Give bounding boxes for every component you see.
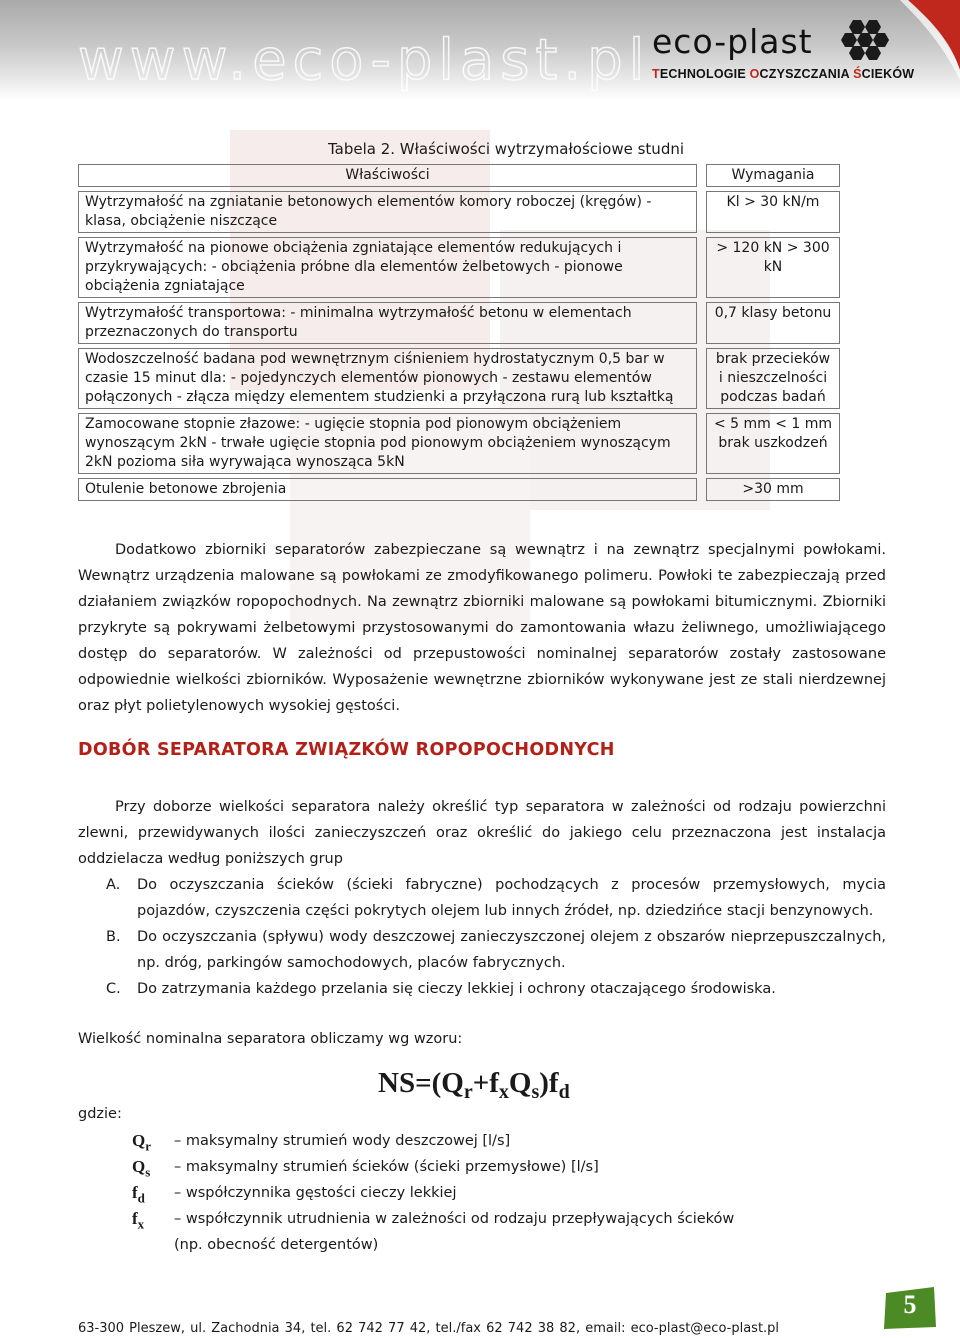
tagline: TECHNOLOGIE OCZYSZCZANIA ŚCIEKÓW (652, 67, 915, 81)
strength-properties-table (78, 160, 840, 505)
requirement-cell: >30 mm (706, 478, 840, 501)
brand-name: eco-plast (652, 22, 813, 61)
list-item: C. Do zatrzymania każdego przelania się cieczy lekkiej i ochrony otaczającego środowiska. (106, 981, 776, 997)
table-row (78, 348, 840, 409)
paragraph-coatings: Dodatkowo zbiorniki separatorów zabezpieczane są wewnątrz i na zewnątrz specjalnymi powłokami. Wewnątrz urządzenia malowane są powłokami ze zmodyfikowanego polimeru. Powłoki te zabezpieczają przed działaniem związków ropopochodnych. Na zewnątrz zbiorniki malowane są powłokami bitumicznymi. Zbiorniki przykryte są pokrywami żelbetowymi przystosowanymi do zamontowania włazu żeliwnego, umożliwiającego dostęp do separatorów. W zależności od przepustowości nominalnej separatorów zostały zastosowane odpowiednie wielkości zbiorników. Wyposażenie wewnętrzne zbiorników wykonywane jest ze stali nierdzewnej oraz płyt polietylenowych wysokiej gęstości. (78, 542, 886, 714)
table-row (78, 413, 840, 474)
hexagon-logo-icon (840, 18, 892, 62)
website-watermark: www.eco-plast.pl (78, 28, 651, 93)
table-row (78, 302, 840, 344)
page-footer: 63-300 Pleszew, ul. Zachodnia 34, tel. 62 742 77 42, tel./fax 62 742 38 82, email: eco-plast@eco-plast.pl (78, 1321, 780, 1336)
list-item: A. Do oczyszczania ścieków (ścieki fabryczne) pochodzących z procesów przemysłowych, mycia pojazdów, czyszczenia części pokrytych olejem lub innych źródeł, np. dziedzińce stacji benzynowych. (106, 877, 886, 919)
requirement-cell: brak przecieków i nieszczelności podczas badań (706, 348, 840, 409)
page-header (0, 0, 960, 100)
table-row (78, 191, 840, 233)
requirement-cell: < 5 mm < 1 mm brak uszkodzeń (706, 413, 840, 474)
requirement-cell: 0,7 klasy betonu (706, 302, 840, 344)
property-cell: Wytrzymałość transportowa: - minimalna wytrzymałość betonu w elementach przeznaczonych do transportu (78, 302, 697, 344)
requirement-cell: > 120 kN > 300 kN (706, 237, 840, 298)
where-label: gdzie: (78, 1106, 122, 1122)
definition-item: $f_d$ – współczynnika gęstości cieczy lekkiej (132, 1183, 457, 1206)
property-cell: Zamocowane stopnie złazowe: - ugięcie stopnia pod pionowym obciążeniem wynoszącym 2kN - trwałe ugięcie stopnia pod pionowym obciążeniem wynoszącym 2kN pozioma siła wyrywająca wynosząca 5kN (78, 413, 697, 474)
definition-item: (np. obecność detergentów) (174, 1237, 379, 1253)
page-number: 5 (903, 1290, 917, 1319)
definition-item: $f_x$ – współczynnik utrudnienia w zależności od rodzaju przepływających ścieków (132, 1209, 735, 1232)
definition-item: $Q_s$ – maksymalny strumień ścieków (ścieki przemysłowe) [l/s] (132, 1157, 599, 1180)
column-header-requirements: Wymagania (706, 164, 840, 187)
property-cell: Wytrzymałość na zgniatanie betonowych elementów komory roboczej (kręgów) - klasa, obciążenie niszczące (78, 191, 697, 233)
formula-intro: Wielkość nominalna separatora obliczamy wg wzoru: (78, 1031, 463, 1047)
formula: $NS=(Q_r+f_xQ_s)f_d$ (378, 1067, 570, 1103)
corner-swoosh-decoration (900, 0, 960, 100)
requirement-cell: Kl > 30 kN/m (706, 191, 840, 233)
property-cell: Wodoszczelność badana pod wewnętrznym ciśnieniem hydrostatycznym 0,5 bar w czasie 15 minut dla: - pojedynczych elementów pionowych - zestawu elementów połączonych - złącza między elementem studzienki a przyłączona rurą lub kształtką (78, 348, 697, 409)
table-row (78, 478, 840, 501)
definition-item: $Q_r$ – maksymalny strumień wody deszczowej [l/s] (132, 1131, 511, 1154)
section-heading: DOBÓR SEPARATORA ZWIĄZKÓW ROPOPOCHODNYCH (78, 740, 615, 760)
table-caption: Tabela 2. Właściwości wytrzymałościowe studni (327, 140, 685, 158)
paragraph-selection: Przy doborze wielkości separatora należy określić typ separatora w zależności od rodzaju powierzchni zlewni, przewidywanych ilości zanieczyszczeń oraz określić do jakiego celu przeznaczona jest instalacja oddzielacza według poniższych grup (78, 799, 886, 867)
column-header-properties: Właściwości (78, 164, 697, 187)
table-header-row (78, 164, 840, 187)
table-row (78, 237, 840, 298)
groups-list (106, 872, 886, 1002)
property-cell: Otulenie betonowe zbrojenia (78, 478, 697, 501)
property-cell: Wytrzymałość na pionowe obciążenia zgniatające elementów redukujących i przykrywających: - obciążenia próbne dla elementów żelbetowych - pionowe obciążenia zgniatające (78, 237, 697, 298)
list-item: B. Do oczyszczania (spływu) wody deszczowej zanieczyszczonej olejem z obszarów nieprzepuszczalnych, np. dróg, parkingów samochodowych, placów fabrycznych. (106, 929, 886, 971)
definitions-list (132, 1128, 734, 1258)
